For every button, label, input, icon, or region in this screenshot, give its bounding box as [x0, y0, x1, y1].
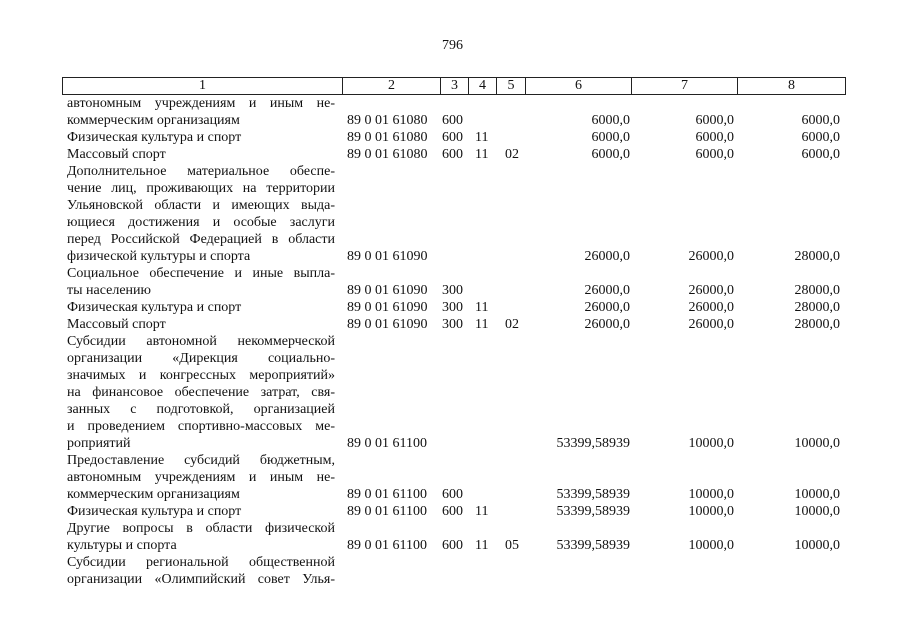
row-value-col8: 10000,0: [794, 487, 840, 502]
row-code: 89 0 01 61100: [347, 436, 427, 451]
row-value-col6: 6000,0: [591, 113, 630, 128]
row-value-col7: 10000,0: [688, 504, 734, 519]
row-description: автономным учреждениям и иным не-: [67, 96, 335, 111]
row-value-col6: 53399,58939: [556, 538, 630, 553]
row-description: организации «Дирекция социально-: [67, 351, 335, 366]
row-description: Ульяновской области и имеющих выда-: [67, 198, 335, 213]
header-col-8: 8: [788, 78, 795, 93]
row-value-col8: 10000,0: [794, 538, 840, 553]
header-col-4: 4: [469, 78, 497, 94]
row-section: 11: [475, 147, 489, 162]
row-subsection: 05: [505, 538, 519, 553]
row-description: Массовый спорт: [67, 147, 166, 162]
row-section: 11: [475, 130, 489, 145]
row-value-col8: 6000,0: [801, 113, 840, 128]
row-value-col7: 26000,0: [688, 317, 734, 332]
header-col-7: 7: [632, 78, 738, 94]
row-value-col6: 26000,0: [584, 317, 630, 332]
row-code: 89 0 01 61080: [347, 147, 428, 162]
row-code: 89 0 01 61080: [347, 130, 428, 145]
row-section: 11: [475, 504, 489, 519]
row-description: коммерческим организациям: [67, 487, 240, 502]
table-row: [0, 401, 905, 418]
table-row: [0, 129, 905, 146]
row-value-col7: 6000,0: [695, 147, 734, 162]
header-col-6: 6: [526, 78, 632, 94]
row-description: Физическая культура и спорт: [67, 130, 242, 145]
row-value-col6: 6000,0: [591, 147, 630, 162]
table-row: [0, 316, 905, 333]
row-value-col8: 6000,0: [801, 147, 840, 162]
row-description: организации «Олимпийский совет Улья-: [67, 572, 335, 587]
page-number: 796: [442, 38, 463, 53]
table-row: [0, 163, 905, 180]
table-row: [0, 537, 905, 554]
header-col-3: 3: [441, 78, 469, 94]
row-section: 11: [475, 538, 489, 553]
table-row: [0, 384, 905, 401]
table-row: [0, 112, 905, 129]
table-row: [0, 333, 905, 350]
row-value-col6: 26000,0: [584, 249, 630, 264]
row-value-col7: 26000,0: [688, 249, 734, 264]
row-description: перед Российской Федерацией в области: [67, 232, 335, 247]
table-row: [0, 146, 905, 163]
row-description: Субсидии региональной общественной: [67, 555, 335, 570]
row-value-col6: 53399,58939: [556, 504, 630, 519]
row-code: 89 0 01 61100: [347, 538, 427, 553]
row-value-col8: 28000,0: [794, 317, 840, 332]
header-col-2: 2: [343, 78, 441, 94]
table-header: [62, 77, 846, 95]
table-row: [0, 452, 905, 469]
row-description: Социальное обеспечение и иные выпла-: [67, 266, 335, 281]
table-row: [0, 265, 905, 282]
row-subsection: 02: [505, 147, 519, 162]
header-col-1: 1: [63, 78, 343, 94]
row-description: ющиеся достижения и особые заслуги: [67, 215, 335, 230]
row-type: 600: [442, 504, 463, 519]
table-row: [0, 180, 905, 197]
table-row: [0, 435, 905, 452]
row-code: 89 0 01 61090: [347, 317, 428, 332]
row-description: Предоставление субсидий бюджетным,: [67, 453, 335, 468]
table-row: [0, 571, 905, 588]
table-body: [0, 95, 905, 588]
table-row: [0, 469, 905, 486]
row-description: чение лиц, проживающих на территории: [67, 181, 335, 196]
row-description: значимых и конгрессных мероприятий»: [67, 368, 335, 383]
row-code: 89 0 01 61100: [347, 487, 427, 502]
row-description: Физическая культура и спорт: [67, 504, 242, 519]
row-type: 300: [442, 317, 463, 332]
row-section: 11: [475, 300, 489, 315]
row-value-col7: 26000,0: [688, 300, 734, 315]
row-description: коммерческим организациям: [67, 113, 240, 128]
row-value-col6: 26000,0: [584, 300, 630, 315]
row-type: 300: [442, 283, 463, 298]
row-description: Субсидии автономной некоммерческой: [67, 334, 335, 349]
row-value-col7: 10000,0: [688, 487, 734, 502]
row-type: 600: [442, 113, 463, 128]
table-row: [0, 299, 905, 316]
row-description: автономным учреждениям и иным не-: [67, 470, 335, 485]
row-type: 600: [442, 538, 463, 553]
table-row: [0, 231, 905, 248]
table-row: [0, 282, 905, 299]
row-code: 89 0 01 61090: [347, 300, 428, 315]
row-value-col8: 28000,0: [794, 249, 840, 264]
table-row: [0, 248, 905, 265]
row-value-col6: 53399,58939: [556, 487, 630, 502]
row-value-col7: 10000,0: [688, 538, 734, 553]
row-description: Физическая культура и спорт: [67, 300, 242, 315]
row-description: роприятий: [67, 436, 131, 451]
row-type: 600: [442, 147, 463, 162]
table-row: [0, 520, 905, 537]
row-type: 600: [442, 130, 463, 145]
row-value-col6: 53399,58939: [556, 436, 630, 451]
row-type: 600: [442, 487, 463, 502]
row-code: 89 0 01 61090: [347, 283, 428, 298]
row-description: культуры и спорта: [67, 538, 177, 553]
table-row: [0, 486, 905, 503]
table-row: [0, 367, 905, 384]
row-value-col8: 10000,0: [794, 436, 840, 451]
row-code: 89 0 01 61090: [347, 249, 428, 264]
table-row: [0, 95, 905, 112]
row-description: на финансовое обеспечение затрат, свя-: [67, 385, 335, 400]
row-value-col6: 26000,0: [584, 283, 630, 298]
row-description: и проведением спортивно-массовых ме-: [67, 419, 335, 434]
row-value-col7: 6000,0: [695, 113, 734, 128]
table-row: [0, 503, 905, 520]
row-description: занных с подготовкой, организацией: [67, 402, 335, 417]
row-description: ты населению: [67, 283, 151, 298]
table-row: [0, 350, 905, 367]
table-row: [0, 554, 905, 571]
row-description: Другие вопросы в области физической: [67, 521, 335, 536]
row-value-col7: 6000,0: [695, 130, 734, 145]
table-row: [0, 418, 905, 435]
table-row: [0, 197, 905, 214]
row-value-col8: 28000,0: [794, 300, 840, 315]
row-value-col8: 6000,0: [801, 130, 840, 145]
row-code: 89 0 01 61100: [347, 504, 427, 519]
row-value-col8: 10000,0: [794, 504, 840, 519]
row-value-col7: 10000,0: [688, 436, 734, 451]
row-value-col6: 6000,0: [591, 130, 630, 145]
row-subsection: 02: [505, 317, 519, 332]
row-description: Массовый спорт: [67, 317, 166, 332]
row-description: Дополнительное материальное обеспе-: [67, 164, 335, 179]
table-row: [0, 214, 905, 231]
row-value-col7: 26000,0: [688, 283, 734, 298]
row-code: 89 0 01 61080: [347, 113, 428, 128]
row-description: физической культуры и спорта: [67, 249, 251, 264]
row-value-col8: 28000,0: [794, 283, 840, 298]
row-type: 300: [442, 300, 463, 315]
header-col-5: 5: [497, 78, 526, 94]
row-section: 11: [475, 317, 489, 332]
